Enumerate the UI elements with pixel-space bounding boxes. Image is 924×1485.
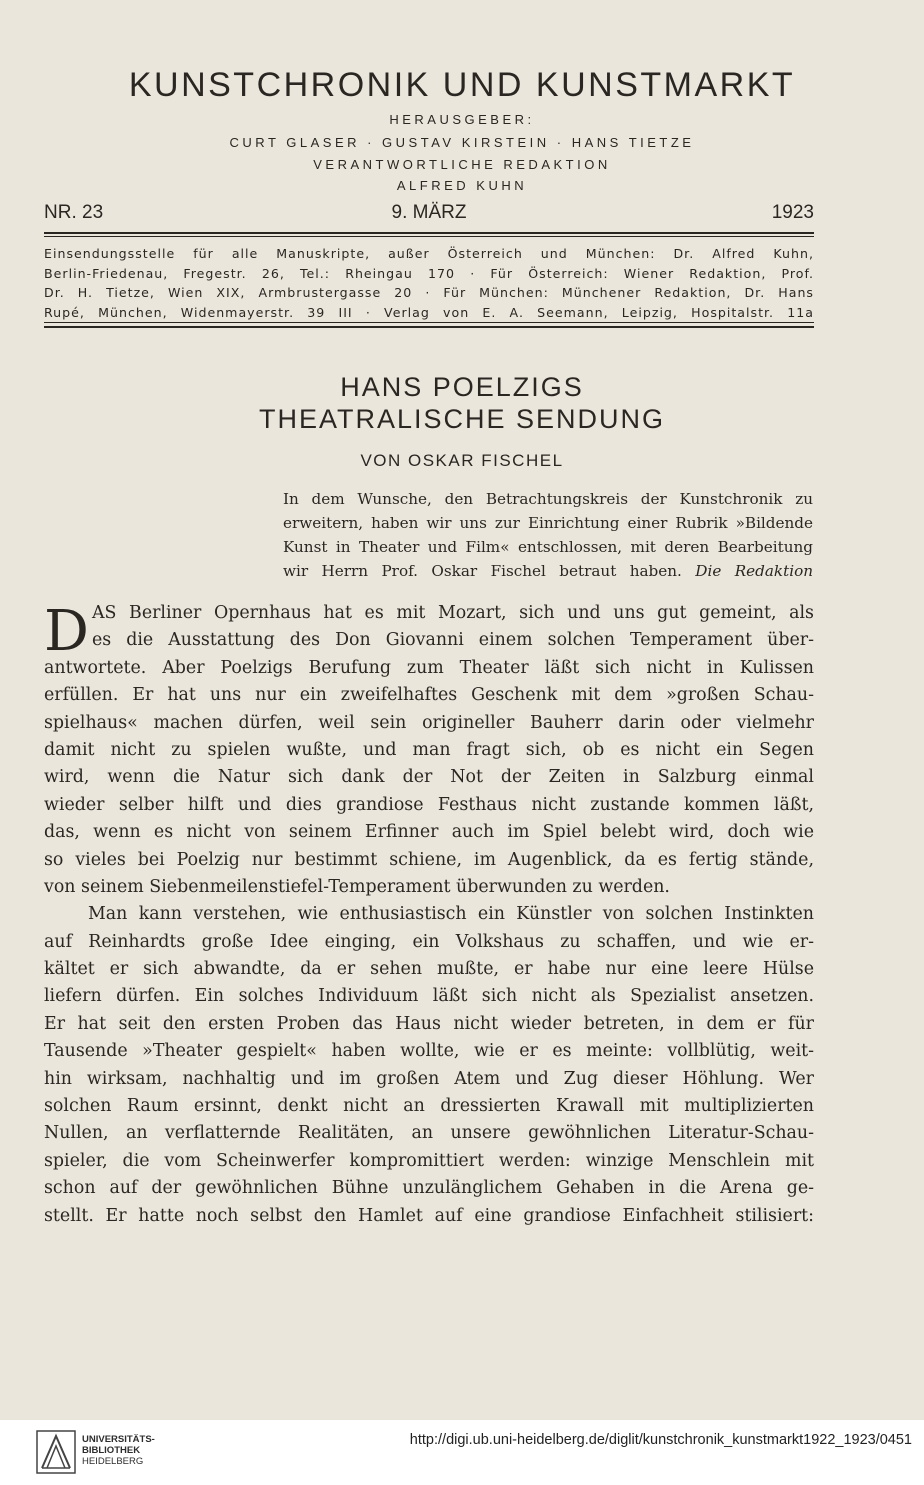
digitization-footer: [0, 1420, 924, 1485]
body-line: spieler, die vom Scheinwerfer kompromittiert werden: winzige Menschlein mit: [44, 1150, 814, 1171]
intro-last-line: [283, 559, 813, 583]
intro-line: wir Herrn Prof. Oskar Fischel betraut haben.: [283, 562, 682, 580]
body-line: so vieles bei Poelzig nur bestimmt schiene, im Augenblick, da es fertig stände,: [44, 849, 814, 870]
library-name-line: UNIVERSITÄTS-: [82, 1434, 155, 1445]
article-title-line2: THEATRALISCHE SENDUNG: [258, 404, 666, 434]
rule-top-thick: [44, 232, 814, 234]
body-line: Nullen, an verflatternde Realitäten, an unsere gewöhnlichen Literatur-Schau-: [44, 1123, 814, 1144]
body-line: erfüllen. Er hat uns nur ein zweifelhaftes Geschenk mit dem »großen Schau-: [44, 685, 814, 706]
body-line: auf Reinhardts große Idee einging, ein Volkshaus zu schaffen, und wie er-: [44, 931, 814, 952]
intro-line: In dem Wunsche, den Betrachtungskreis der Kunstchronik zu: [283, 490, 813, 508]
body-line: von seinem Siebenmeilenstiefel-Temperament überwunden zu werden.: [44, 876, 670, 897]
source-url-link[interactable]: http://digi.ub.uni-heidelberg.de/diglit/kunstchronik_kunstmarkt1922_1923/0451: [409, 1432, 912, 1448]
intro-line: erweitern, haben wir uns zur Einrichtung einer Rubrik »Bildende: [283, 514, 813, 532]
publisher-label: HERAUSGEBER:: [389, 112, 535, 127]
notice-line: Rupé, München, Widenmayerstr. 39 III · Verlag von E. A. Seemann, Leipzig, Hospitalstr. 11a: [44, 304, 814, 320]
body-line: kältet er sich abwandte, da er sehen mußte, er habe nur eine leere Hülse: [44, 959, 814, 980]
intro-signature: Die Redaktion: [695, 562, 813, 580]
body-line: antwortete. Aber Poelzigs Berufung zum Theater läßt sich nicht in Kulissen: [44, 657, 814, 678]
university-library-logo-icon: [36, 1430, 76, 1474]
editorial-label: VERANTWORTLICHE REDAKTION: [313, 157, 611, 172]
library-name: [82, 1434, 155, 1467]
body-line: damit nicht zu spielen wußte, und man fragt sich, ob es nicht ein Segen: [44, 739, 814, 760]
body-line: liefern dürfen. Ein solches Individuum läßt sich nicht als Spezialist ansetzen.: [44, 986, 814, 1007]
body-line: wird, wenn die Natur sich dank der Not der Zeiten in Salzburg einmal: [44, 767, 814, 788]
editorial-name: ALFRED KUHN: [396, 178, 528, 193]
issue-row: [44, 202, 814, 228]
body-line: hin wirksam, nachhaltig und im großen Atem und Zug dieser Höhlung. Wer: [44, 1068, 814, 1089]
article-byline: VON OSKAR FISCHEL: [360, 451, 564, 470]
editorial-intro: [283, 487, 813, 583]
submission-notice: [44, 244, 814, 322]
body-line: Man kann verstehen, wie enthusiastisch ein Künstler von solchen Instinkten: [88, 904, 814, 925]
rule-bottom-thick: [44, 326, 814, 328]
editors-line: CURT GLASER · GUSTAV KIRSTEIN · HANS TIETZE: [229, 135, 695, 150]
notice-line: Berlin-Friedenau, Fregestr. 26, Tel.: Rheingau 170 · Für Österreich: Wiener Redaktion, Prof.: [44, 265, 814, 281]
issue-number: NR. 23: [44, 202, 104, 223]
issue-year: 1923: [771, 202, 814, 223]
article-body: [44, 600, 814, 1230]
rule-bottom-thin: [44, 322, 814, 323]
body-line: solchen Raum ersinnt, denkt nicht an dressierten Krawall mit multiplizierten: [44, 1096, 814, 1117]
notice-line: Dr. H. Tietze, Wien XIX, Armbrustergasse 20 · Für München: Münchener Redaktion, Dr. Hans: [44, 285, 814, 301]
intro-line: Kunst in Theater und Film« entschlossen, mit deren Bearbeitung: [283, 538, 813, 556]
body-line: es die Ausstattung des Don Giovanni einem solchen Temperament über-: [92, 630, 814, 651]
body-line: AS Berliner Opernhaus hat es mit Mozart, sich und uns gut gemeint, als: [92, 603, 814, 623]
article-title-line1: HANS POELZIGS: [340, 372, 584, 402]
body-line: das, wenn es nicht von seinem Erfinner auch im Spiel belebt wird, doch wie: [44, 822, 814, 843]
body-line: spielhaus« machen dürfen, weil sein origineller Bauherr darin oder vielmehr: [44, 712, 814, 733]
body-line: wieder selber hilft und dies grandiose Festhaus nicht zustande kommen läßt,: [44, 794, 814, 815]
library-name-line: HEIDELBERG: [82, 1456, 144, 1467]
body-line: stellt. Er hatte noch selbst den Hamlet auf eine grandiose Einfachheit stilisiert:: [44, 1205, 814, 1226]
library-name-line: BIBLIOTHEK: [82, 1445, 141, 1456]
notice-line: Einsendungsstelle für alle Manuskripte, außer Österreich und München: Dr. Alfred Kuhn,: [44, 246, 814, 261]
issue-date: 9. MÄRZ: [391, 202, 467, 223]
drop-cap: D: [44, 599, 89, 664]
body-line: Tausende »Theater gespielt« haben wollte, wie er es meinte: vollblütig, weit-: [44, 1041, 814, 1062]
body-line: schon auf der gewöhnlichen Bühne unzulänglichem Gehaben in die Arena ge-: [44, 1178, 814, 1199]
masthead-title: KUNSTCHRONIK UND KUNSTMARKT: [128, 66, 796, 104]
body-line: Er hat seit den ersten Proben das Haus nicht wieder betreten, in dem er für: [44, 1013, 814, 1034]
rule-top-thin: [44, 236, 814, 237]
